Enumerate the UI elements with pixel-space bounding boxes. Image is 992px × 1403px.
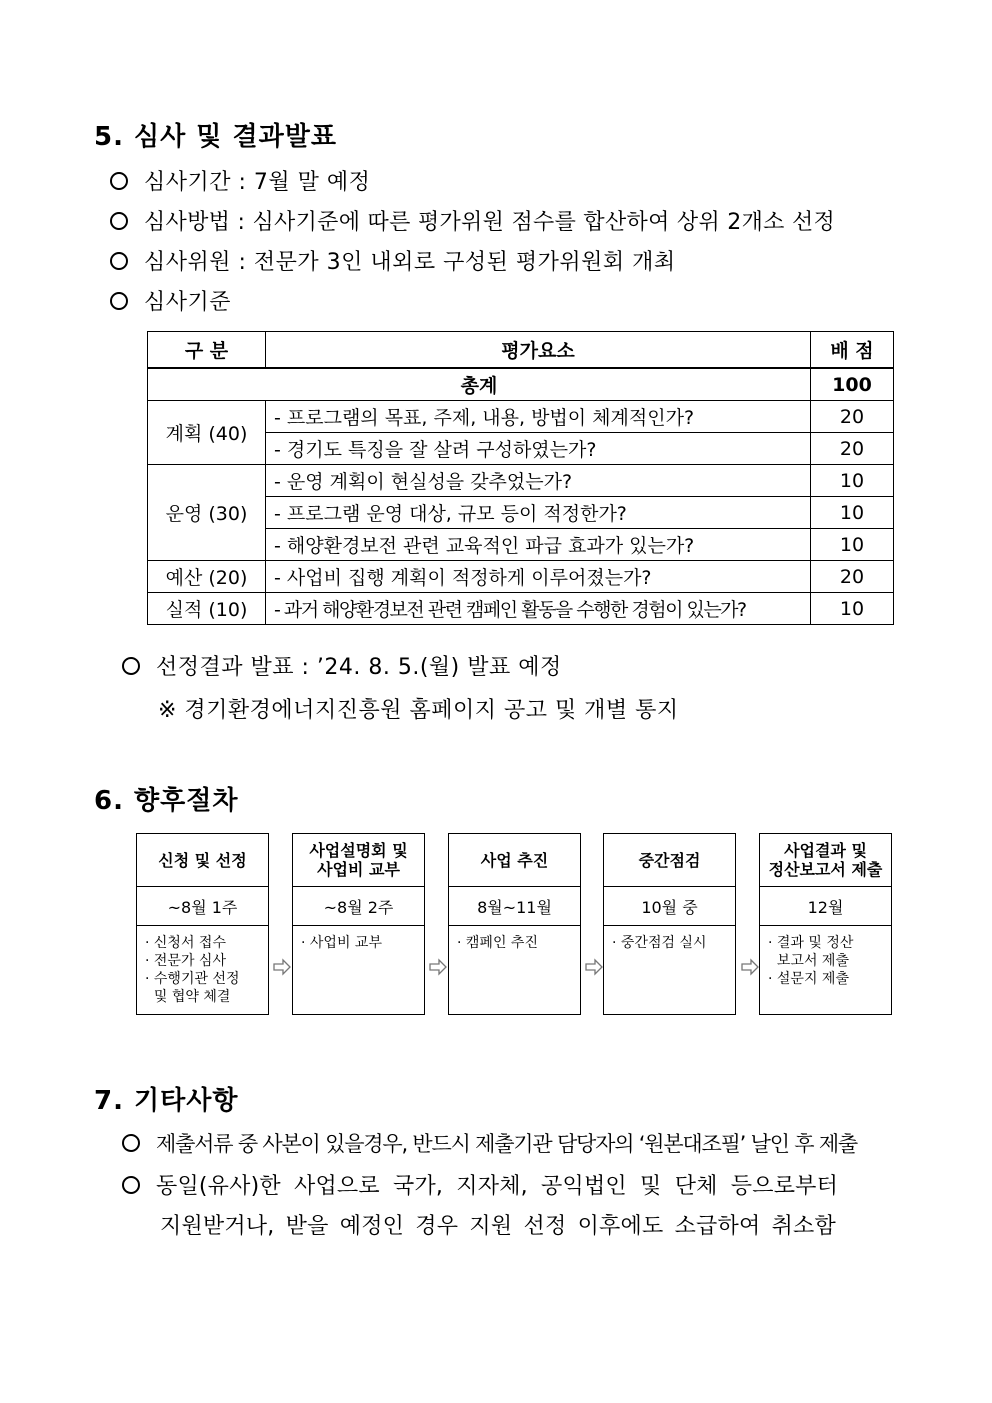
duplicate-support-line1: 동일(유사)한 사업으로 국가, 지자체, 공익법인 및 단체 등으로부터 <box>122 1169 838 1200</box>
step-period: 10월 중 <box>604 887 735 926</box>
circle-bullet-icon <box>110 252 128 270</box>
element-cell: - 과거 해양환경보전 관련 캠페인 활동을 수행한 경험이 있는가? <box>266 593 811 625</box>
list-item: · 설문지 제출 <box>768 971 849 987</box>
right-arrow-icon <box>585 958 603 976</box>
review-method-line: 심사방법 : 심사기준에 따른 평가위원 점수를 합산하여 상위 2개소 선정 <box>110 205 835 236</box>
process-step <box>136 833 269 1015</box>
section7-heading: 7. 기타사항 <box>94 1086 239 1116</box>
section5-heading: 5. 심사 및 결과발표 <box>94 122 337 152</box>
step-title: 신청 및 선정 <box>137 834 268 887</box>
step-body <box>604 926 735 952</box>
result-announcement-line: 선정결과 발표 : ’24. 8. 5.(월) 발표 예정 <box>122 650 562 681</box>
right-arrow-icon <box>273 958 291 976</box>
circle-bullet-icon <box>122 1176 140 1194</box>
category-cell: 실적 (10) <box>148 593 266 625</box>
step-period: ~8월 2주 <box>293 887 424 926</box>
element-cell: - 운영 계획이 현실성을 갖추었는가? <box>266 465 811 497</box>
list-item: 및 협약 체결 <box>145 989 231 1005</box>
header-category: 구 분 <box>148 332 266 369</box>
score-cell: 20 <box>811 561 894 593</box>
step-period: ~8월 1주 <box>137 887 268 926</box>
score-cell: 10 <box>811 593 894 625</box>
score-cell: 10 <box>811 497 894 529</box>
circle-bullet-icon <box>122 657 140 675</box>
circle-bullet-icon <box>110 172 128 190</box>
element-cell: - 프로그램의 목표, 주제, 내용, 방법이 체계적인가? <box>266 401 811 433</box>
score-cell: 20 <box>811 433 894 465</box>
element-cell: - 해양환경보전 관련 교육적인 파급 효과가 있는가? <box>266 529 811 561</box>
step-period: 8월~11월 <box>449 887 580 926</box>
step-title: 중간점검 <box>604 834 735 887</box>
element-cell: - 경기도 특징을 잘 살려 구성하였는가? <box>266 433 811 465</box>
list-item: · 캠페인 추진 <box>457 935 538 951</box>
total-score: 100 <box>811 368 894 401</box>
step-body <box>137 926 268 1006</box>
step-body <box>449 926 580 952</box>
step-body <box>293 926 424 952</box>
table-row <box>148 561 894 593</box>
criteria-table <box>147 331 894 625</box>
score-cell: 10 <box>811 529 894 561</box>
circle-bullet-icon <box>122 1134 140 1152</box>
review-committee-line: 심사위원 : 전문가 3인 내외로 구성된 평가위원회 개최 <box>110 245 676 276</box>
table-total-row <box>148 368 894 401</box>
total-label: 총계 <box>148 368 811 401</box>
table-row <box>148 465 894 497</box>
process-step <box>759 833 892 1015</box>
original-copy-notice: 제출서류 중 사본이 있을경우, 반드시 제출기관 담당자의 ‘원본대조필’ 날인 후 제출 <box>122 1128 857 1158</box>
score-cell: 10 <box>811 465 894 497</box>
announcement-note: ※ 경기환경에너지진흥원 홈페이지 공고 및 개별 통지 <box>158 698 679 723</box>
element-cell: - 프로그램 운영 대상, 규모 등이 적정한가? <box>266 497 811 529</box>
step-period: 12월 <box>760 887 891 926</box>
circle-bullet-icon <box>110 212 128 230</box>
review-criteria-line: 심사기준 <box>110 285 231 316</box>
list-item: · 신청서 접수 <box>145 935 226 951</box>
step-title: 사업설명회 및 사업비 교부 <box>293 834 424 887</box>
process-step <box>292 833 425 1015</box>
list-item: 보고서 제출 <box>768 953 849 969</box>
duplicate-support-line2: 지원받거나, 받을 예정인 경우 지원 선정 이후에도 소급하여 취소함 <box>160 1214 836 1239</box>
right-arrow-icon <box>741 958 759 976</box>
element-cell: - 사업비 집행 계획이 적정하게 이루어졌는가? <box>266 561 811 593</box>
right-arrow-icon <box>429 958 447 976</box>
category-cell: 계획 (40) <box>148 401 266 465</box>
circle-bullet-icon <box>110 292 128 310</box>
step-title: 사업 추진 <box>449 834 580 887</box>
score-cell: 20 <box>811 401 894 433</box>
step-title: 사업결과 및 정산보고서 제출 <box>760 834 891 887</box>
category-cell: 예산 (20) <box>148 561 266 593</box>
review-period-line: 심사기간 : 7월 말 예정 <box>110 165 370 196</box>
process-step <box>603 833 736 1015</box>
table-header-row <box>148 332 894 369</box>
list-item: · 중간점검 실시 <box>612 935 707 951</box>
header-score: 배 점 <box>811 332 894 369</box>
step-body <box>760 926 891 988</box>
list-item: · 수행기관 선정 <box>145 971 240 987</box>
table-row <box>148 593 894 625</box>
list-item: · 전문가 심사 <box>145 953 226 969</box>
category-cell: 운영 (30) <box>148 465 266 561</box>
header-element: 평가요소 <box>266 332 811 369</box>
table-row <box>148 401 894 433</box>
list-item: · 사업비 교부 <box>301 935 382 951</box>
list-item: · 결과 및 정산 <box>768 935 854 951</box>
section6-heading: 6. 향후절차 <box>94 786 239 816</box>
process-step <box>448 833 581 1015</box>
